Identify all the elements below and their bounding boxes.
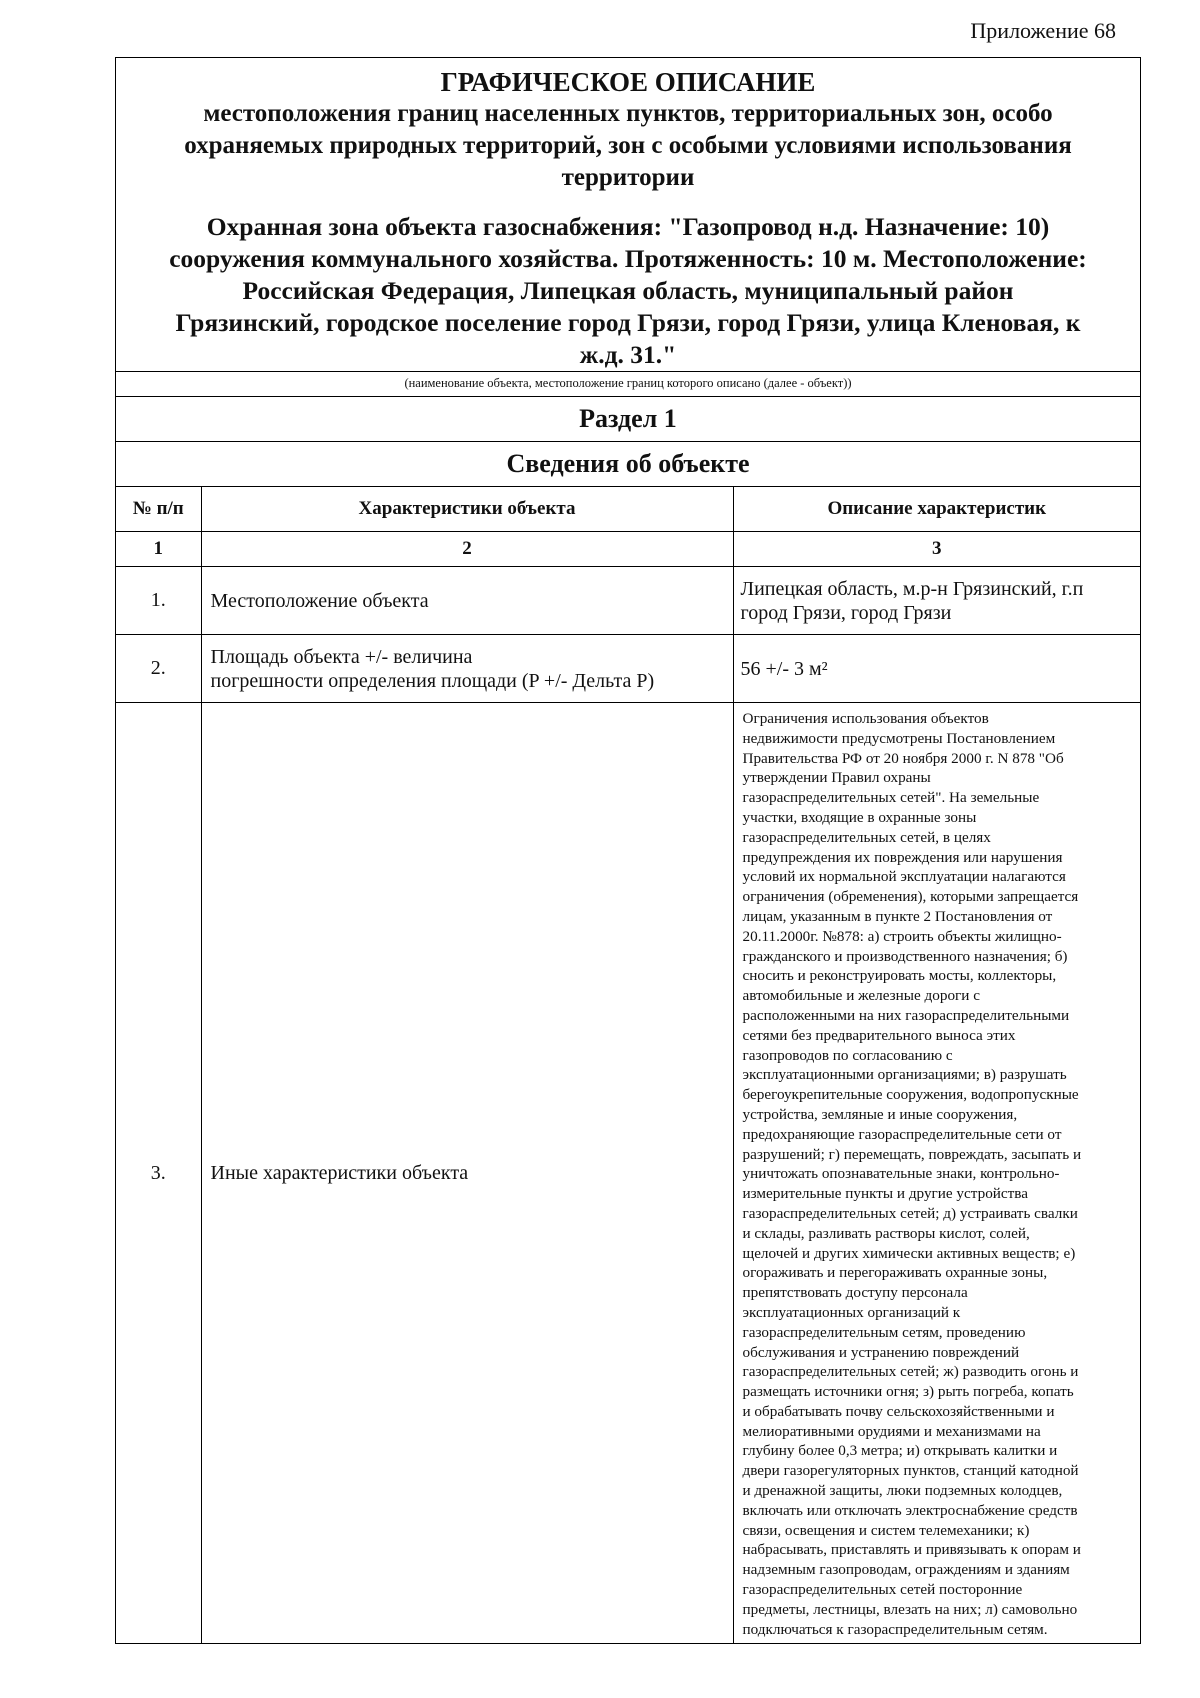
object-name xyxy=(126,211,1130,371)
description-line: предметы, лестницы, влезать на них; л) самовольно xyxy=(742,1600,1078,1618)
object-name-line: Грязинский, городское поселение город Грязи, город Грязи, улица Кленовая, к xyxy=(175,308,1081,337)
description-line: эксплуатационными организациями; в) разрушать xyxy=(742,1066,1067,1084)
section-title: Раздел 1 xyxy=(116,396,1140,441)
object-name-line: Российская Федерация, Липецкая область, муниципальный район xyxy=(242,276,1014,305)
description-line: размещать источники огня; з) рыть погреба, копать xyxy=(742,1383,1074,1401)
column-header: № п/п xyxy=(116,487,201,532)
row-number: 3. xyxy=(116,703,201,1644)
description-line: надземным газопроводам, ограждениям и зданиям xyxy=(742,1561,1070,1579)
description-line: утверждении Правил охраны xyxy=(742,769,931,787)
description-line: сетями без предварительного выноса этих xyxy=(742,1026,1016,1044)
description-line: автомобильные и железные дороги с xyxy=(742,987,980,1005)
description-line: и склады, разливать растворы кислот, солей, xyxy=(742,1224,1030,1242)
description-line: включать или отключать электроснабжение средств xyxy=(742,1501,1078,1519)
description-line: измерительные пункты и другие устройства xyxy=(742,1185,1028,1203)
description-line: связи, освещения и систем телемеханики; к) xyxy=(742,1521,1030,1539)
row-number: 2. xyxy=(116,635,201,703)
description-line: огораживать и перегораживать охранные зоны, xyxy=(742,1264,1048,1282)
description-line: ограничения (обременения), которыми запрещается xyxy=(742,888,1079,906)
object-name-line: сооружения коммунального хозяйства. Протяженность: 10 м. Местоположение: xyxy=(169,244,1087,273)
object-name-line: Охранная зона объекта газоснабжения: "Газопровод н.д. Назначение: 10) xyxy=(206,212,1050,241)
description-line: щелочей и других химически активных веществ; е) xyxy=(742,1244,1076,1262)
description-line: Липецкая область, м.р-н Грязинский, г.п xyxy=(740,577,1084,600)
description-line: расположенными на них газораспределительными xyxy=(742,1006,1070,1024)
document-header xyxy=(116,58,1140,371)
description-line: обслуживания и устранению повреждений xyxy=(742,1343,1020,1361)
description-cell xyxy=(733,567,1140,635)
description-line: препятствовать доступу персонала xyxy=(742,1284,968,1302)
description-line: двери газорегуляторных пунктов, станций катодной xyxy=(742,1462,1079,1480)
description-line: газораспределительных сетей; д) устраивать свалки xyxy=(742,1204,1078,1222)
column-number: 3 xyxy=(733,532,1140,567)
description-line: гражданского и производственного назначения; б) xyxy=(742,947,1068,965)
column-number-row xyxy=(116,532,1140,567)
description-line: набрасывать, приставлять и привязывать к опорам и xyxy=(742,1541,1081,1559)
description-cell xyxy=(733,703,1140,1644)
object-info-table xyxy=(116,486,1140,1643)
characteristic-cell: Иные характеристики объекта xyxy=(201,703,733,1644)
description-line: эксплуатационных организаций к xyxy=(742,1303,961,1321)
description-line: предупреждения их повреждения или нарушения xyxy=(742,848,1063,866)
description-line: берегоукрепительные сооружения, водопропускные xyxy=(742,1086,1079,1104)
column-header: Описание характеристик xyxy=(733,487,1140,532)
description-line: газопроводов по согласованию с xyxy=(742,1046,953,1064)
description-line: устройства, земляные и иные сооружения, xyxy=(742,1105,1018,1123)
appendix-label: Приложение 68 xyxy=(970,18,1116,43)
characteristic-cell: Местоположение объекта xyxy=(201,567,733,635)
description-line: и обрабатывать почву сельскохозяйственными и xyxy=(742,1402,1055,1420)
description-line: мелиоративными орудиями и механизмами на xyxy=(742,1422,1041,1440)
table-row xyxy=(116,703,1140,1644)
description-line: участки, входящие в охранные зоны xyxy=(742,808,977,826)
description-line: 20.11.2000г. №878: а) строить объекты жилищно- xyxy=(742,927,1062,945)
section-subtitle: Сведения об объекте xyxy=(116,441,1140,486)
description-line: Ограничения использования объектов xyxy=(742,710,989,727)
description-line: предохраняющие газораспределительные сети от xyxy=(742,1125,1062,1143)
description-line: разрушений; г) перемещать, повреждать, засыпать и xyxy=(742,1145,1082,1163)
description-line: газораспределительных сетей посторонние xyxy=(742,1581,1023,1599)
column-header: Характеристики объекта xyxy=(201,487,733,532)
description-line: подключаться к газораспределительным сетям. xyxy=(742,1620,1048,1638)
characteristic-line: Площадь объекта +/- величина xyxy=(210,645,473,668)
subtitle-line: территории xyxy=(561,164,695,191)
document-title: ГРАФИЧЕСКОЕ ОПИСАНИЕ xyxy=(440,67,816,97)
object-name-line: ж.д. 31." xyxy=(579,340,677,369)
subtitle-line: охраняемых природных территорий, зон с особыми условиями использования xyxy=(184,132,1072,159)
characteristic-cell xyxy=(201,635,733,703)
description-line: глубину более 0,3 метра; и) открывать калитки и xyxy=(742,1442,1058,1460)
description-line: Правительства РФ от 20 ноября 2000 г. N 878 "Об xyxy=(742,749,1064,767)
description-cell: 56 +/- 3 м² xyxy=(733,635,1140,703)
row-number: 1. xyxy=(116,567,201,635)
table-row xyxy=(116,567,1140,635)
document-subtitle xyxy=(126,98,1130,194)
characteristic-line: погрешности определения площади (P +/- Дельта P) xyxy=(210,669,655,692)
description-line: лицам, указанным в пункте 2 Постановления от xyxy=(742,907,1053,925)
object-caption: (наименование объекта, местоположение границ которого описано (далее - объект)) xyxy=(116,371,1140,396)
document-frame xyxy=(115,57,1141,1644)
description-line: уничтожать опознавательные знаки, контрольно- xyxy=(742,1165,1060,1183)
description-line: сносить и реконструировать мосты, коллекторы, xyxy=(742,967,1057,985)
subtitle-line: местоположения границ населенных пунктов, территориальных зон, особо xyxy=(203,100,1053,127)
description-line: газораспределительных сетей". На земельные xyxy=(742,789,1040,807)
description-line: недвижимости предусмотрены Постановлением xyxy=(742,729,1056,747)
table-header-row xyxy=(116,487,1140,532)
description-line: и дренажной защиты, люки подземных колодцев, xyxy=(742,1482,1063,1500)
description-line: газораспределительных сетей, в целях xyxy=(742,828,991,846)
column-number: 2 xyxy=(201,532,733,567)
table-row xyxy=(116,635,1140,703)
description-line: газораспределительным сетям, проведению xyxy=(742,1323,1026,1341)
column-number: 1 xyxy=(116,532,201,567)
description-line: город Грязи, город Грязи xyxy=(740,601,952,624)
description-line: условий их нормальной эксплуатации налагаются xyxy=(742,868,1066,886)
description-line: газораспределительных сетей; ж) разводить огонь и xyxy=(742,1363,1079,1381)
